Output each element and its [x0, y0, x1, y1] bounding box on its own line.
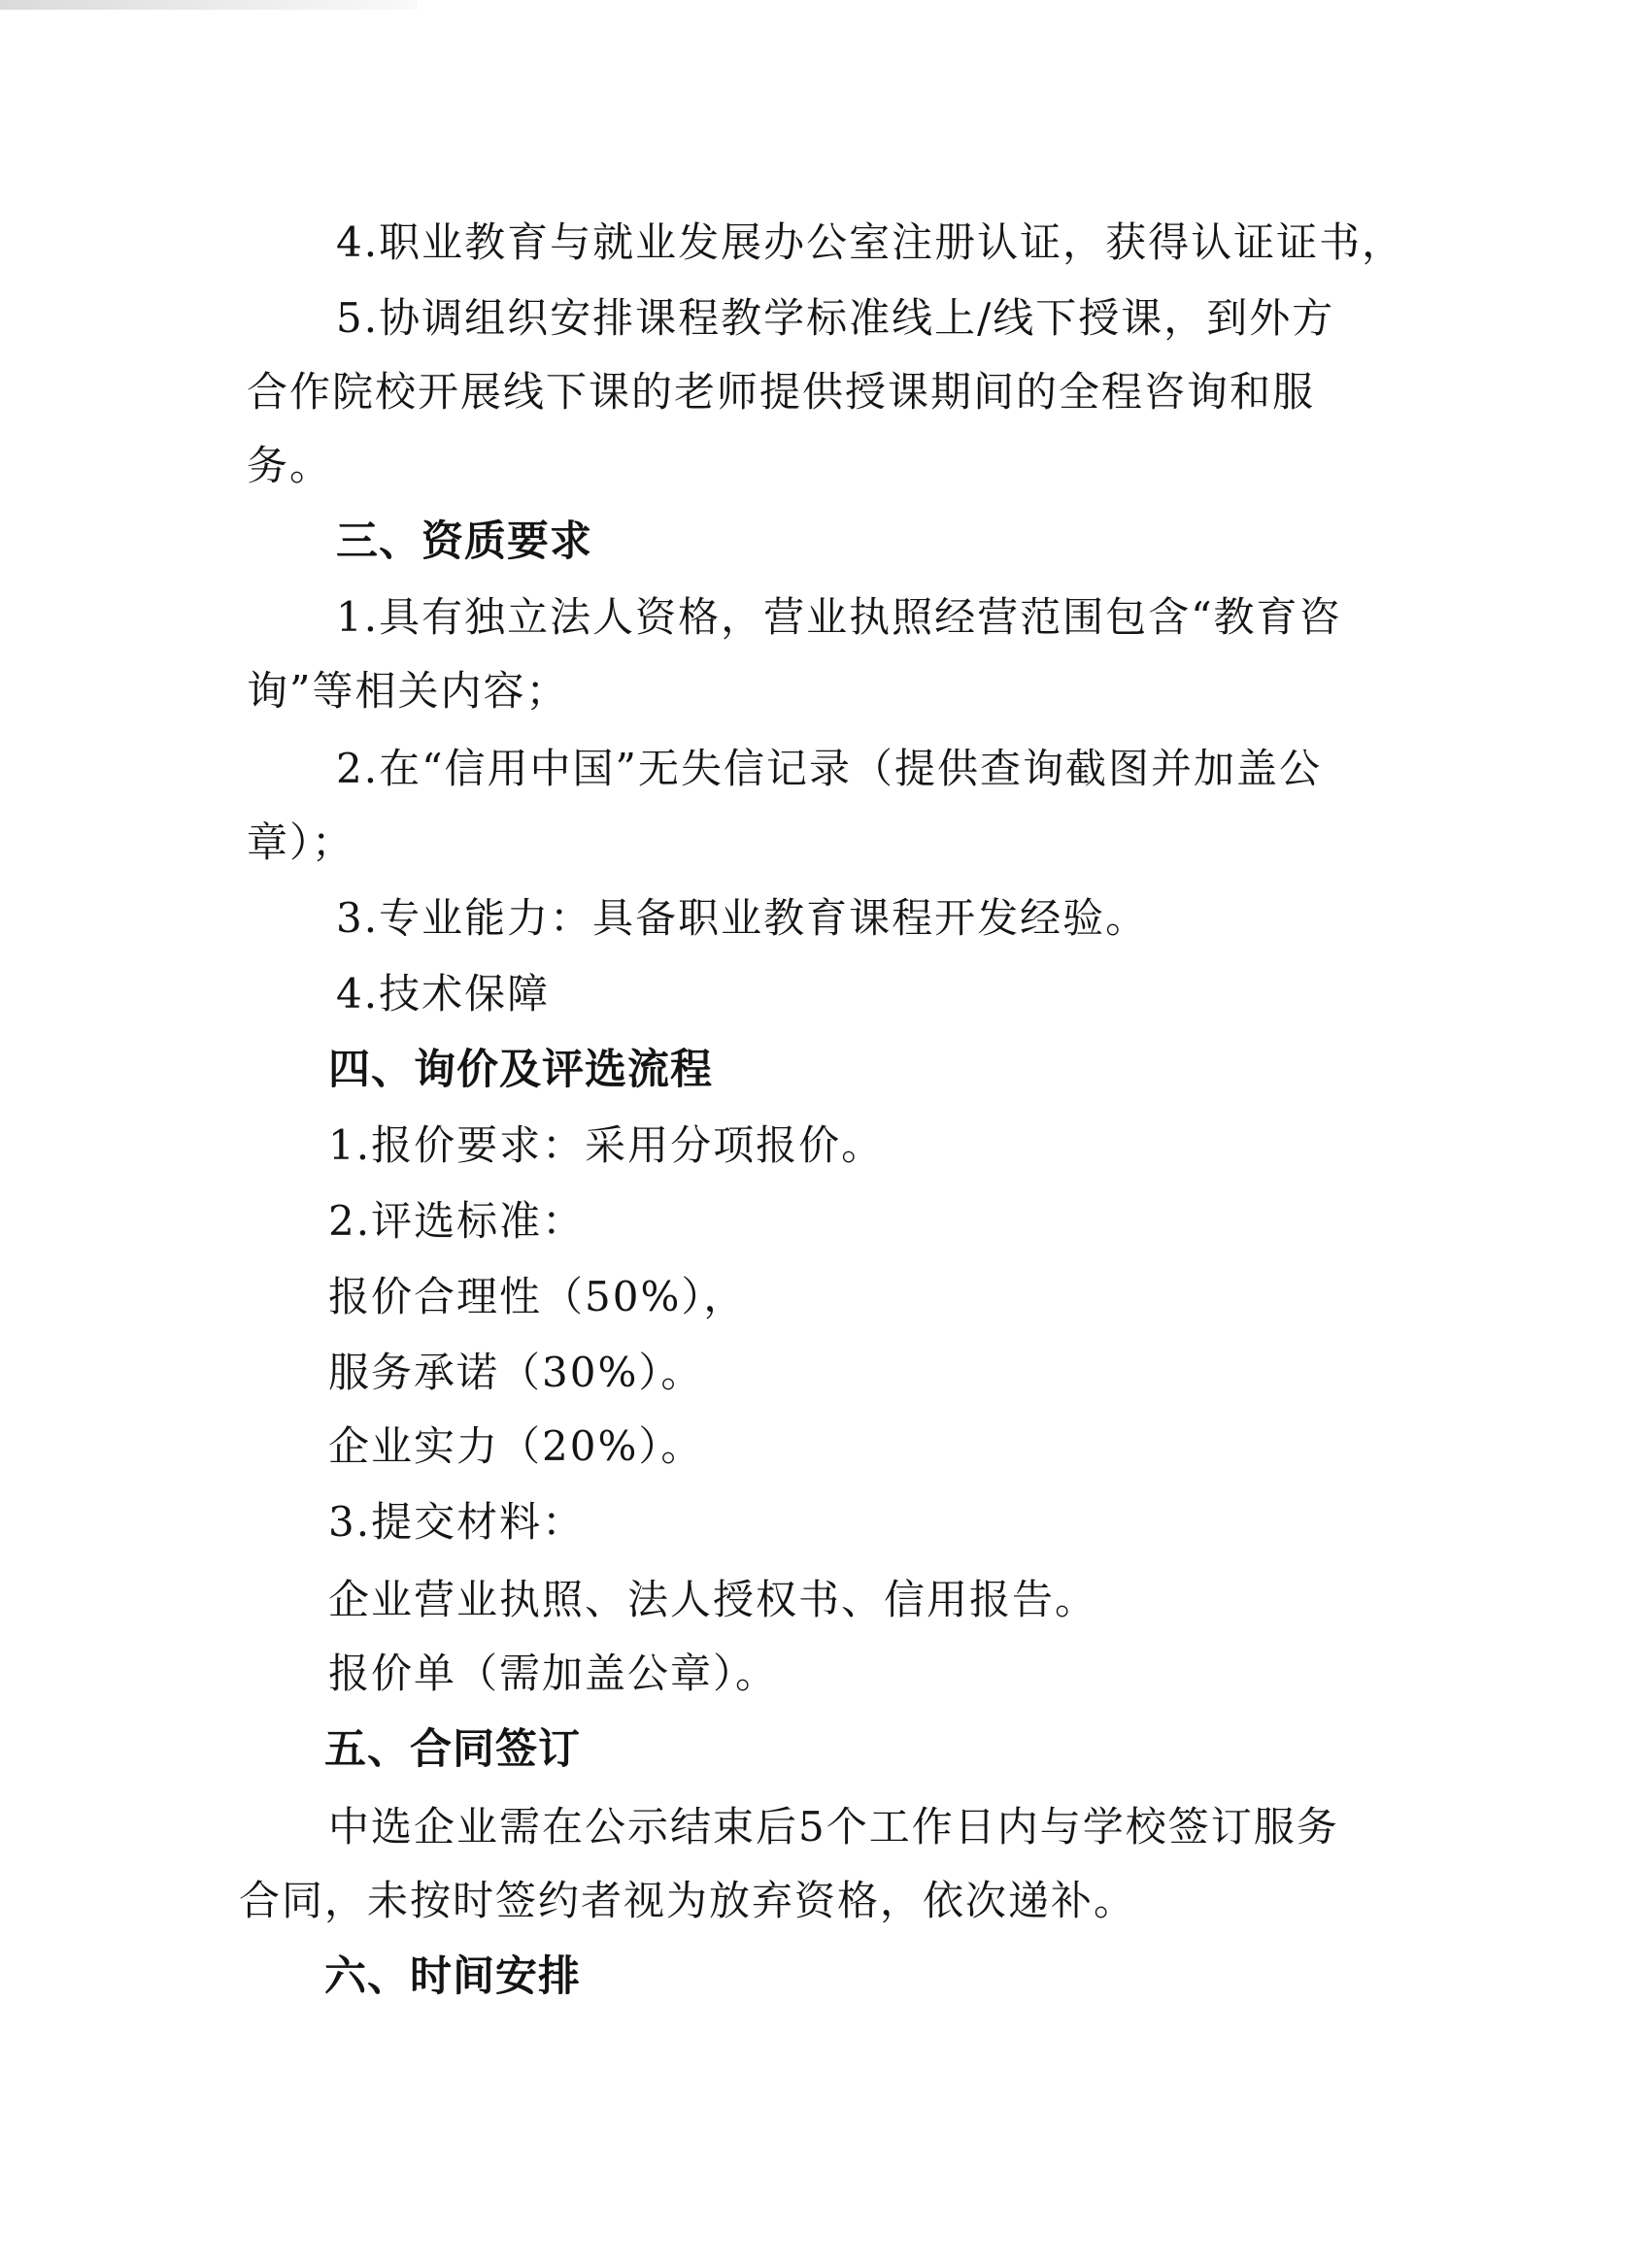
body-line: 1.报价要求：采用分项报价。	[328, 1121, 885, 1169]
body-line: 4.技术保障	[336, 970, 551, 1017]
body-line: 报价合理性（50%），	[328, 1273, 747, 1320]
body-line: 询”等相关内容；	[247, 667, 569, 715]
body-line: 4.职业教育与就业发展办公室注册认证，获得认证证书，	[336, 218, 1405, 266]
body-line: 企业营业执照、法人授权书、信用报告。	[328, 1576, 1098, 1623]
body-line: 报价单（需加盖公章）。	[328, 1650, 779, 1697]
body-line: 1.具有独立法人资格，营业执照经营范围包含“教育咨	[336, 593, 1342, 641]
body-line: 企业实力（20%）。	[328, 1422, 704, 1470]
section-heading: 四、询价及评选流程	[328, 1046, 713, 1094]
body-line: 3.专业能力：具备职业教育课程开发经验。	[336, 894, 1149, 942]
body-line: 章）；	[247, 818, 355, 866]
body-line: 5.协调组织安排课程教学标准线上/线下授课，到外方	[336, 294, 1335, 342]
section-heading: 三、资质要求	[336, 517, 592, 566]
scan-artifact	[0, 0, 418, 10]
body-line: 合作院校开展线下课的老师提供授课期间的全程咨询和服	[247, 368, 1316, 416]
section-heading: 五、合同签订	[324, 1725, 581, 1774]
body-line: 2.在“信用中国”无失信记录（提供查询截图并加盖公	[336, 745, 1323, 792]
section-heading: 六、时间安排	[324, 1952, 581, 2001]
body-line: 服务承诺（30%）。	[328, 1349, 704, 1396]
body-line: 合同，未按时签约者视为放弃资格，依次递补。	[239, 1877, 1137, 1924]
body-line: 3.提交材料：	[328, 1498, 586, 1546]
body-line: 2.评选标准：	[328, 1197, 586, 1245]
body-line: 中选企业需在公示结束后5个工作日内与学校签订服务	[328, 1803, 1339, 1851]
body-line: 务。	[247, 442, 333, 489]
